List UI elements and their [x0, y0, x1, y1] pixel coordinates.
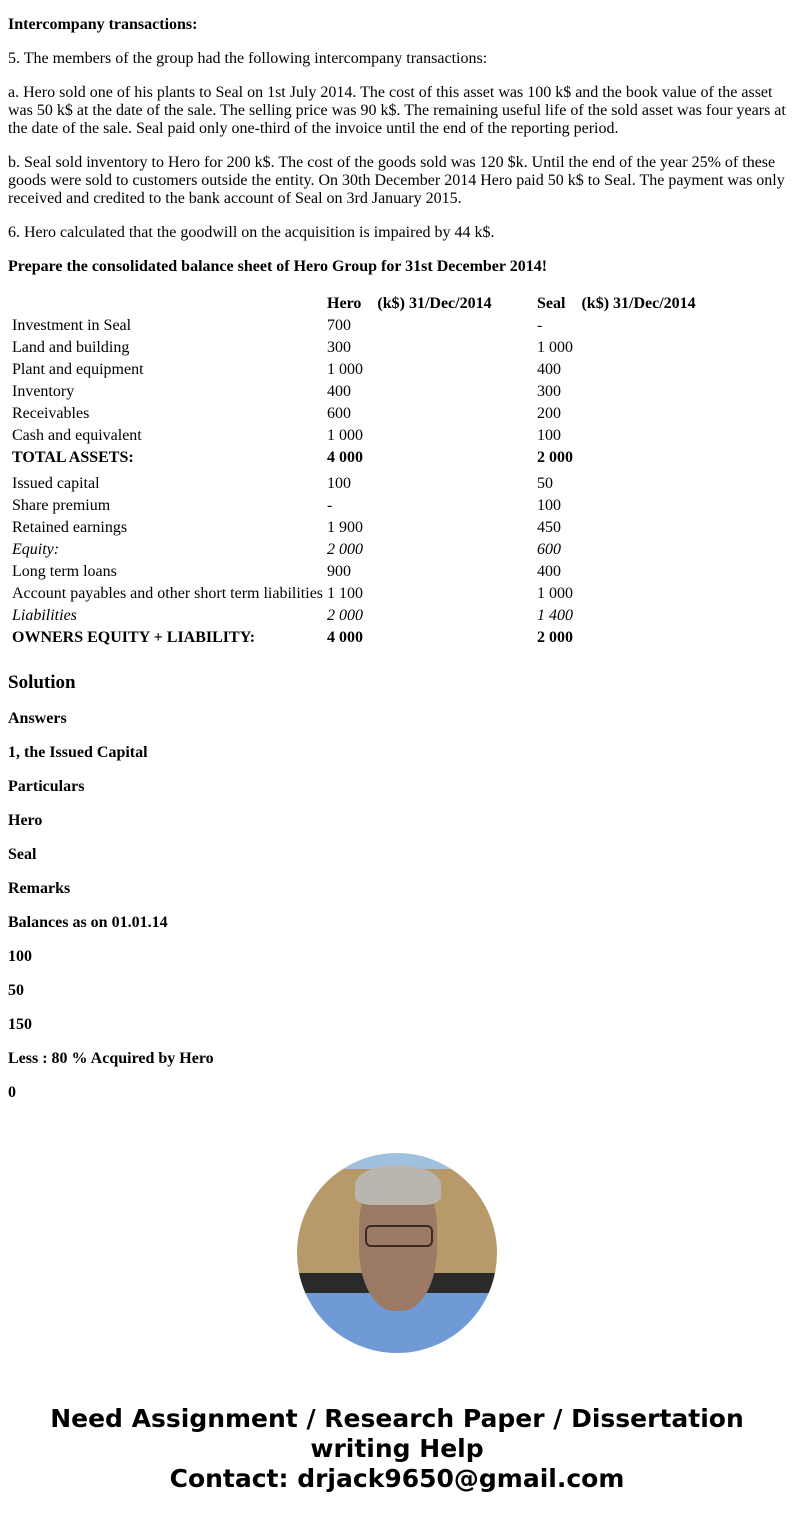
- header-hero: Hero (k$) 31/Dec/2014: [327, 295, 492, 312]
- answer-line: 50: [8, 982, 24, 999]
- hero-value: 700: [327, 317, 352, 334]
- table-row: [11, 448, 697, 472]
- seal-value: -: [537, 317, 543, 334]
- hero-value: 4 000: [327, 449, 364, 466]
- seal-value: 100: [537, 497, 562, 514]
- paragraph-6: 6. Hero calculated that the goodwill on the acquisition is impaired by 44 k$.: [8, 224, 495, 241]
- section-heading: Intercompany transactions:: [8, 16, 198, 33]
- solution-heading: Solution: [8, 672, 76, 693]
- row-label: Investment in Seal: [12, 317, 132, 334]
- seal-value: 200: [537, 405, 562, 422]
- table-row: [11, 584, 697, 604]
- header-label: [11, 294, 324, 314]
- promo-line: Need Assignment / Research Paper / Dissertation writing Help: [50, 1404, 744, 1463]
- hero-value: 1 900: [327, 519, 364, 536]
- seal-value: 1 400: [537, 607, 574, 624]
- seal-value: 2 000: [537, 629, 574, 646]
- answer-line: Balances as on 01.01.14: [8, 914, 168, 931]
- hero-value: 1 100: [327, 585, 364, 602]
- task-statement: Prepare the consolidated balance sheet of Hero Group for 31st December 2014!: [8, 258, 548, 275]
- hero-value: 4 000: [327, 629, 364, 646]
- row-label: Receivables: [12, 405, 90, 422]
- paragraph-b: b. Seal sold inventory to Hero for 200 k$. The cost of the goods sold was 120 $k. Until the end of the year 25% of these goods were sold to customers outside the entity. On 30th December 2014 Hero paid 50 k$ to Seal. The payment was only received and credited to the bank account of Seal on 3rd January 2015.: [8, 154, 785, 207]
- seal-value: 50: [537, 475, 554, 492]
- table-row: [11, 606, 697, 626]
- table-row: [11, 404, 697, 424]
- seal-value: 400: [537, 563, 562, 580]
- table-row: [11, 496, 697, 516]
- table-row: [11, 426, 697, 446]
- table-row: [11, 562, 697, 582]
- seal-value: 2 000: [537, 449, 574, 466]
- row-label: Land and building: [12, 339, 130, 356]
- row-label: Long term loans: [12, 563, 117, 580]
- answer-line: Seal: [8, 846, 37, 863]
- seal-value: 450: [537, 519, 562, 536]
- row-label: TOTAL ASSETS:: [12, 449, 134, 466]
- row-label: Retained earnings: [12, 519, 128, 536]
- hero-value: 900: [327, 563, 352, 580]
- row-label: Share premium: [12, 497, 111, 514]
- answer-line: 100: [8, 948, 32, 965]
- table-row: [11, 316, 697, 336]
- answer-line: Hero: [8, 812, 43, 829]
- hero-value: 300: [327, 339, 352, 356]
- seal-value: 600: [537, 541, 562, 558]
- hero-value: 2 000: [327, 541, 364, 558]
- hero-value: 400: [327, 383, 352, 400]
- paragraph-a: a. Hero sold one of his plants to Seal on 1st July 2014. The cost of this asset was 100 k$ and the book value of the asset was 50 k$ at the date of the sale. The selling price was 90 k$. The remaining useful life of the sold asset was four years at the date of the sale. Seal paid only one-third of the invoice until the end of the reporting period.: [8, 84, 786, 137]
- answer-line: Answers: [8, 710, 67, 727]
- hero-value: 1 000: [327, 361, 364, 378]
- answer-line: Remarks: [8, 880, 71, 897]
- row-label: Cash and equivalent: [12, 427, 142, 444]
- cut-off-line: [8, 0, 786, 6]
- answer-line: Particulars: [8, 778, 85, 795]
- row-label: Account payables and other short term liabilities: [12, 585, 324, 602]
- table-row: [11, 540, 697, 560]
- seal-value: 300: [537, 383, 562, 400]
- answer-line: 150: [8, 1016, 32, 1033]
- answer-line: Less : 80 % Acquired by Hero: [8, 1050, 214, 1067]
- row-label: Equity:: [12, 541, 60, 558]
- author-avatar: [297, 1153, 497, 1353]
- table-row: [11, 382, 697, 402]
- answer-line: 1, the Issued Capital: [8, 744, 148, 761]
- hero-value: 2 000: [327, 607, 364, 624]
- promo-footer: [0, 1404, 794, 1494]
- row-label: Issued capital: [12, 475, 100, 492]
- table-row: [11, 518, 697, 538]
- paragraph-5: 5. The members of the group had the following intercompany transactions:: [8, 50, 488, 67]
- row-label: OWNERS EQUITY + LIABILITY:: [12, 629, 256, 646]
- seal-value: 1 000: [537, 585, 574, 602]
- seal-value: 1 000: [537, 339, 574, 356]
- table-row: [11, 474, 697, 494]
- seal-value: 100: [537, 427, 562, 444]
- document-body: [8, 0, 786, 1118]
- row-label: Plant and equipment: [12, 361, 144, 378]
- answer-line: 0: [8, 1084, 16, 1101]
- seal-value: 400: [537, 361, 562, 378]
- hero-value: 100: [327, 475, 352, 492]
- hero-value: -: [327, 497, 333, 514]
- balance-sheet-table: [9, 292, 699, 654]
- hero-value: 1 000: [327, 427, 364, 444]
- table-row: [11, 338, 697, 358]
- hero-value: 600: [327, 405, 352, 422]
- contact-line[interactable]: Contact: drjack9650@gmail.com: [169, 1464, 625, 1493]
- table-row: [11, 360, 697, 380]
- header-seal: Seal (k$) 31/Dec/2014: [537, 295, 696, 312]
- row-label: Liabilities: [12, 607, 77, 624]
- table-row: [11, 628, 697, 652]
- row-label: Inventory: [12, 383, 75, 400]
